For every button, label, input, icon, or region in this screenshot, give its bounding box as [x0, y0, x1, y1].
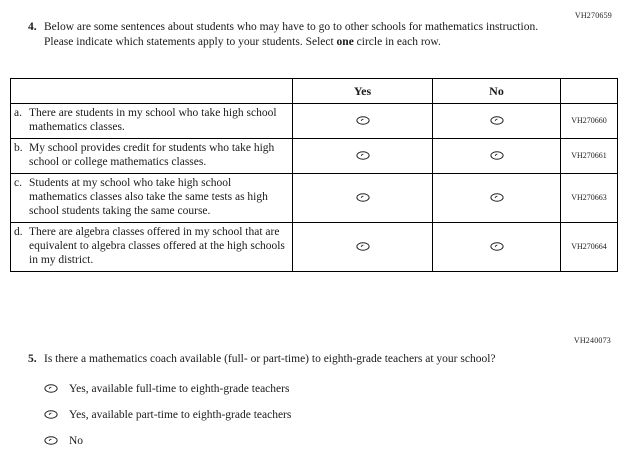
item-code-q4: VH270659	[574, 11, 612, 20]
answer-oval-yes[interactable]	[356, 116, 370, 125]
answer-cell-no-c	[433, 173, 561, 222]
row-letter: c.	[14, 176, 22, 189]
header-empty-code	[561, 79, 618, 104]
option-label: Yes, available full-time to eighth-grade teachers	[69, 382, 290, 395]
question-4-prompt-bold: one	[336, 35, 354, 48]
answer-oval-no[interactable]	[490, 242, 504, 251]
answer-oval[interactable]	[44, 436, 58, 445]
answer-oval-no[interactable]	[490, 193, 504, 202]
answer-oval-no[interactable]	[490, 116, 504, 125]
row-letter: d.	[14, 225, 23, 238]
row-letter: a.	[14, 107, 22, 119]
option-label: No	[69, 434, 84, 447]
answer-cell-yes-d	[293, 222, 433, 271]
answer-cell-yes-b	[293, 138, 433, 173]
question-5-options	[44, 383, 594, 447]
option-no[interactable]	[44, 435, 594, 447]
table-row	[11, 222, 618, 271]
question-5-number: 5.	[28, 353, 37, 365]
statement-cell-b	[11, 138, 293, 173]
option-yes-full-time[interactable]	[44, 383, 594, 395]
item-code: VH270664	[561, 222, 618, 271]
answer-oval-no[interactable]	[490, 151, 504, 160]
question-4-prompt	[44, 20, 552, 50]
question-4	[28, 20, 594, 50]
answer-cell-no-b	[433, 138, 561, 173]
row-statement: There are students in my school who take high school mathematics classes.	[29, 107, 277, 134]
item-code: VH270663	[561, 173, 618, 222]
item-code: VH270660	[561, 104, 618, 139]
statement-cell-c	[11, 173, 293, 222]
question-4-prompt-end: circle in each row.	[353, 35, 441, 48]
question-5-prompt: Is there a mathematics coach available (full- or part-time) to eighth-grade teachers at your school?	[44, 353, 496, 365]
statement-cell-d	[11, 222, 293, 271]
question-4-table	[10, 78, 618, 272]
option-label: Yes, available part-time to eighth-grade teachers	[69, 408, 292, 421]
table-row	[11, 138, 618, 173]
table-row	[11, 173, 618, 222]
question-4-prompt-start: Below are some sentences about students who may have to go to other schools for mathematics instruction. Please indicate which statements apply to your students. Select	[44, 21, 539, 48]
row-statement: There are algebra classes offered in my school that are equivalent to algebra classes offered at the high schools in my district.	[29, 225, 285, 267]
item-code-q5: VH240073	[573, 336, 611, 345]
statement-cell-a	[11, 104, 293, 139]
header-no: No	[433, 79, 561, 104]
row-statement: My school provides credit for students who take high school or college mathematics classes.	[29, 141, 275, 169]
header-empty-statement	[11, 79, 293, 104]
answer-cell-yes-a	[293, 104, 433, 139]
row-letter: b.	[14, 141, 23, 154]
row-statement: Students at my school who take high school mathematics classes also take the same tests as high school students taking the same course.	[29, 176, 268, 218]
question-4-number: 4.	[28, 21, 37, 33]
answer-oval[interactable]	[44, 410, 58, 419]
table-header-row	[11, 79, 618, 104]
answer-oval-yes[interactable]	[356, 242, 370, 251]
header-yes: Yes	[293, 79, 433, 104]
option-yes-part-time[interactable]	[44, 409, 594, 421]
answer-cell-yes-c	[293, 173, 433, 222]
question-5	[28, 352, 594, 461]
answer-cell-no-d	[433, 222, 561, 271]
answer-oval-yes[interactable]	[356, 193, 370, 202]
answer-cell-no-a	[433, 104, 561, 139]
table-row	[11, 104, 618, 139]
item-code: VH270661	[561, 138, 618, 173]
answer-oval-yes[interactable]	[356, 151, 370, 160]
answer-oval[interactable]	[44, 384, 58, 393]
